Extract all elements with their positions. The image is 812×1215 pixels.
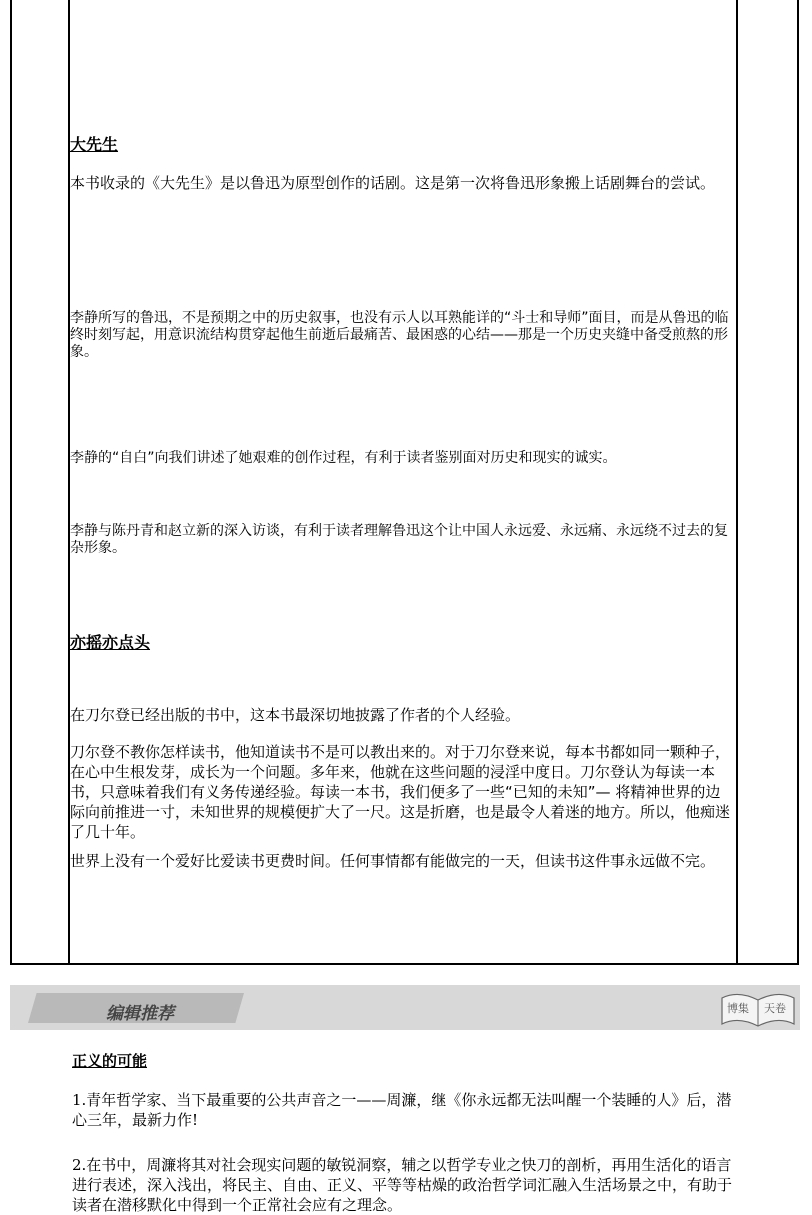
paragraph: 李静的“自白”向我们讲述了她艰难的创作过程，有利于读者鉴别面对历史和现实的诚实。 — [70, 450, 617, 466]
recommend-point: 2.在书中，周濂将其对社会现实问题的敏锐洞察，辅之以哲学专业之快刀的剖析，再用生活化的语言进行表述，深入浅出，将民主、自由、正义、平等等枯燥的政治哲学词汇融入生活场景之中，有助于读者在潜移默化中得到一个正常社会应有之理念。 — [72, 1156, 733, 1214]
section-heading-yyydt: 亦摇亦点头 — [70, 633, 151, 652]
paragraph: 世界上没有一个爱好比爱读书更费时间。任何事情都有能做完的一天，但读书这件事永远做不完。 — [70, 852, 716, 870]
svg-text:天卷: 天卷 — [764, 1002, 786, 1015]
paragraph: 本书收录的《大先生》是以鲁迅为原型创作的话剧。这是第一次将鲁迅形象搬上话剧舞台的尝试。 — [70, 174, 716, 192]
recommend-point: 1.青年哲学家、当下最重要的公共声音之一——周濂，继《你永远都无法叫醒一个装睡的人》后，潜心三年，最新力作! — [72, 1091, 732, 1129]
banner-title: 编辑推荐 — [106, 1004, 174, 1024]
recommend-book-title: 正义的可能 — [72, 1052, 148, 1070]
paragraph: 李静与陈丹青和赵立新的深入访谈，有利于读者理解鲁迅这个让中国人永远爱、永远痛、永远绕不过去的复杂形象。 — [70, 523, 728, 556]
paragraph: 在刀尔登已经出版的书中，这本书最深切地披露了作者的个人经验。 — [70, 706, 521, 724]
publisher-logo-book-icon — [718, 986, 798, 1030]
paragraph: 李静所写的鲁迅，不是预期之中的历史叙事，也没有示人以耳熟能详的“斗士和导师”面目，而是从鲁迅的临终时刻写起，用意识流结构贯穿起他生前逝后最痛苦、最困惑的心结——那是一个历史夹缝中备受煎熬的形象。 — [70, 310, 729, 360]
table-column-divider-right — [736, 0, 738, 965]
paragraph: 刀尔登不教你怎样读书，他知道读书不是可以教出来的。对于刀尔登来说，每本书都如同一颗种子，在心中生根发芽，成长为一个问题。多年来，他就在这些问题的浸淫中度日。刀尔登认为每读一本书，只意味着我们有义务传递经验。每读一本书，我们便多了一些“已知的未知”— 将精神世界的边际向前推进一寸，未知世界的规模便扩大了一尺。这是折磨，也是最令人着迷的地方。所以，他痴迷了几十年。 — [70, 743, 731, 841]
section-heading-dxs: 大先生 — [70, 135, 119, 154]
svg-text:博集: 博集 — [727, 1002, 749, 1015]
